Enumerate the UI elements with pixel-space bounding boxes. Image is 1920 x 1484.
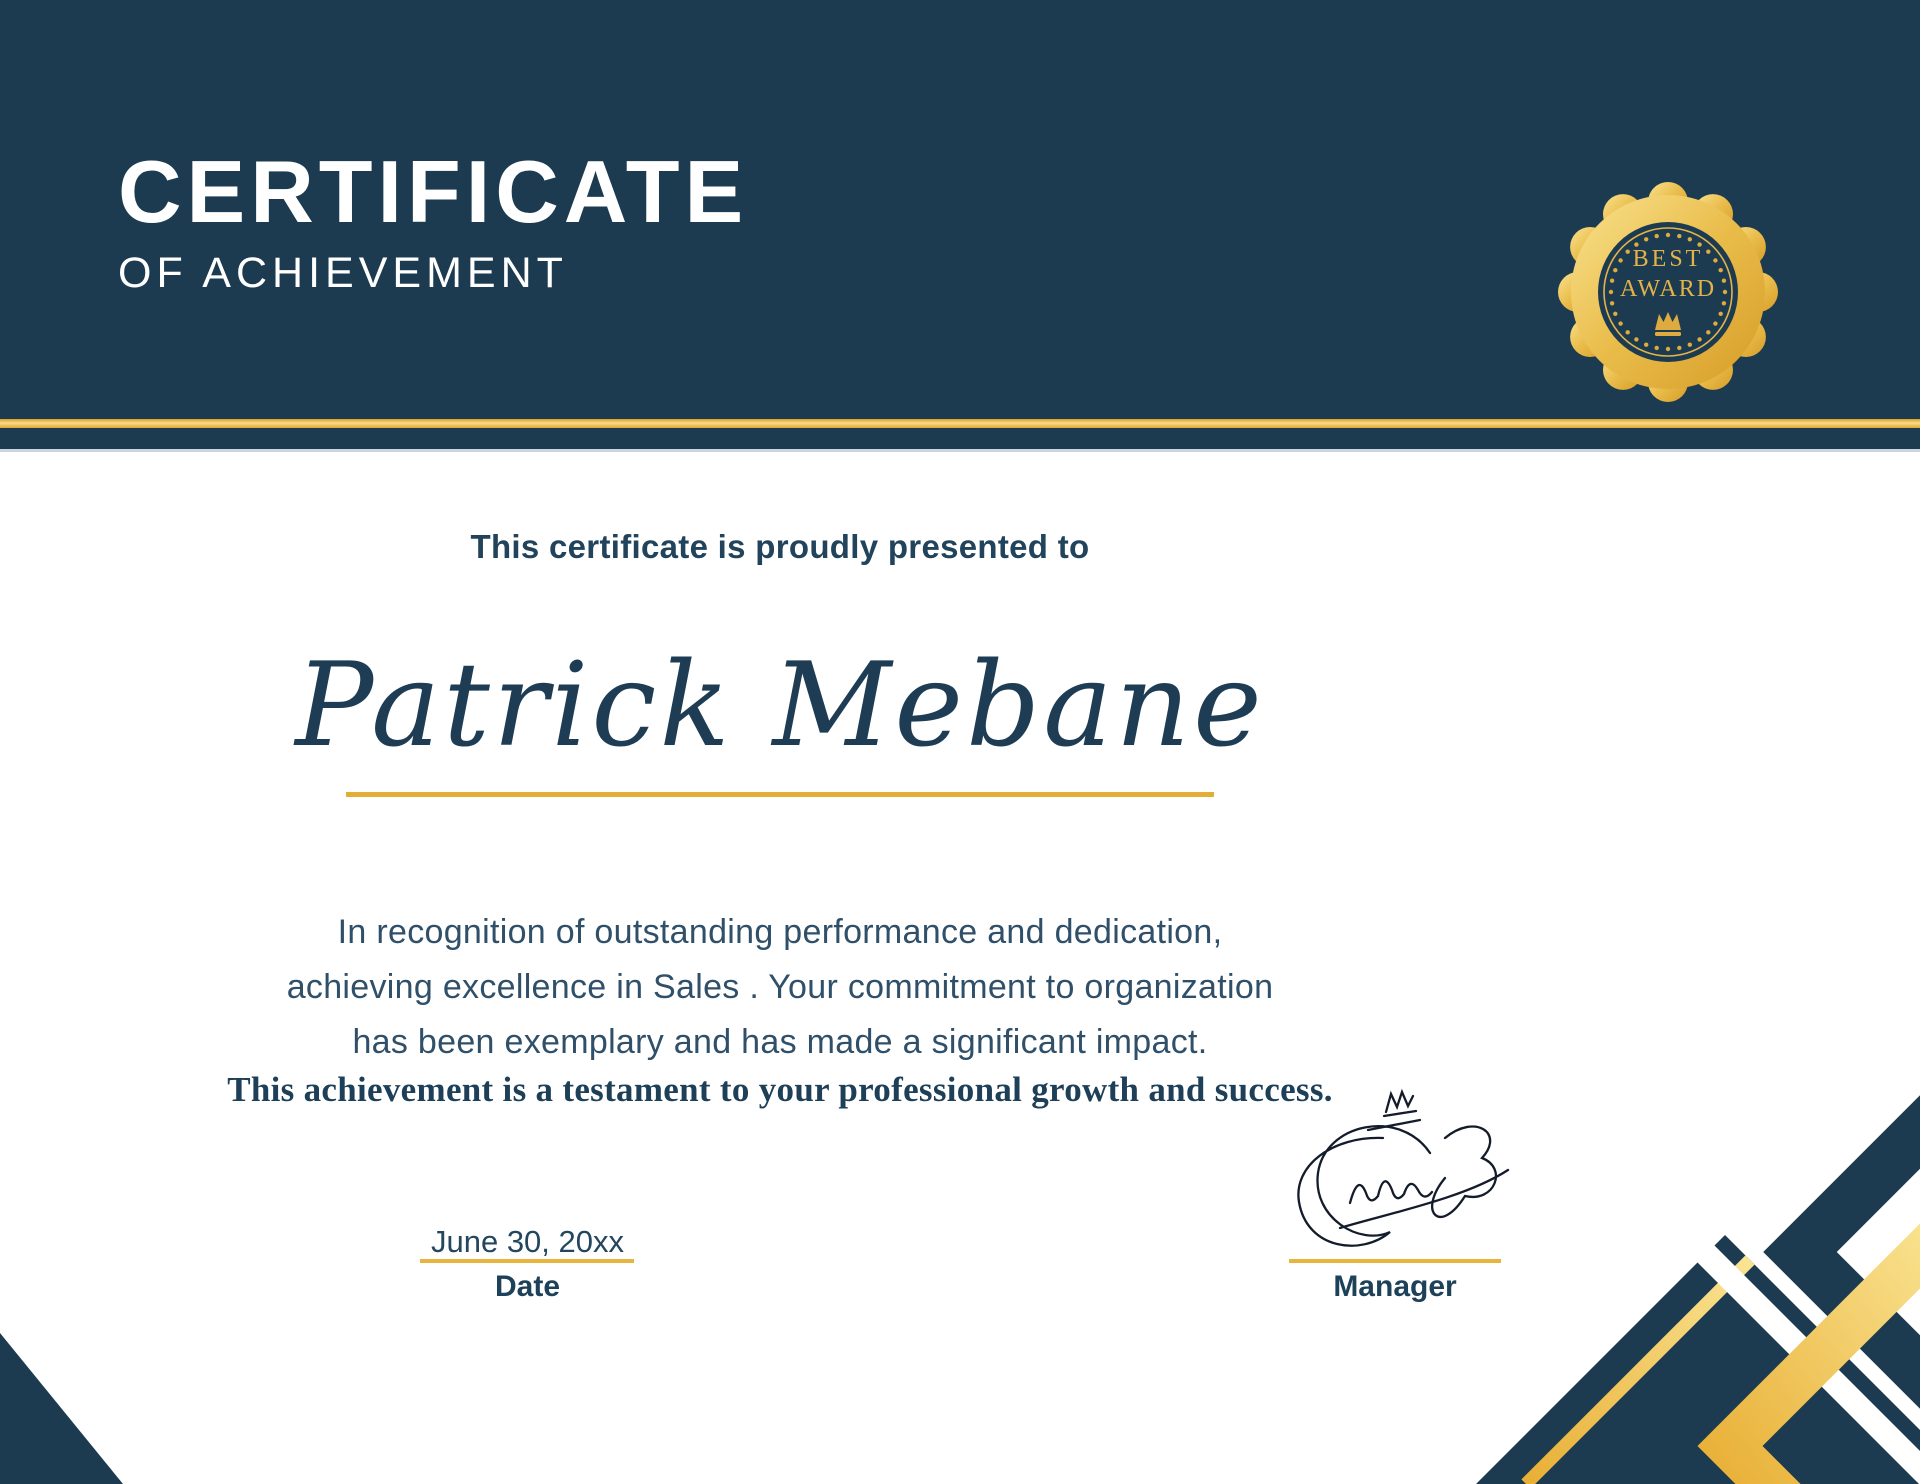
presented-to-line: This certificate is proudly presented to xyxy=(470,528,1090,565)
award-seal-icon xyxy=(1558,182,1778,402)
manager-label: Manager xyxy=(1333,1270,1457,1303)
date-value: June 30, 20xx xyxy=(430,1224,625,1259)
body-line-3: has been exemplary and has made a significant impact. xyxy=(352,1023,1208,1061)
badge-word-top: BEST xyxy=(1632,246,1704,272)
header-band-lower xyxy=(0,428,1920,449)
body-paragraph xyxy=(0,905,1560,1070)
header-gold-stripe xyxy=(0,419,1920,428)
date-label: Date xyxy=(494,1270,561,1303)
signature-crown-doodle xyxy=(1386,1092,1413,1112)
certificate-title: CERTIFICATE xyxy=(118,142,749,241)
badge-word-bottom: AWARD xyxy=(1619,276,1717,302)
header-edge-line xyxy=(0,449,1920,452)
body-line-1: In recognition of outstanding performance and dedication, xyxy=(337,913,1223,951)
bottom-left-triangle xyxy=(0,1333,123,1484)
body-line-2: achieving excellence in Sales . Your commitment to organization xyxy=(286,968,1274,1006)
recipient-name: Patrick Mebane xyxy=(295,638,1265,773)
certificate-subtitle: OF ACHIEVEMENT xyxy=(118,249,568,297)
manager-signature-line xyxy=(1289,1259,1501,1263)
bottom-right-decoration xyxy=(1476,1104,1920,1484)
manager-signature xyxy=(1280,1078,1520,1263)
title-block xyxy=(118,142,749,297)
emphasis-line: This achievement is a testament to your professional growth and success. xyxy=(227,1070,1333,1109)
recipient-name-underline xyxy=(346,792,1214,797)
date-signature-line xyxy=(420,1259,634,1263)
badge-crown-icon xyxy=(1655,312,1681,336)
